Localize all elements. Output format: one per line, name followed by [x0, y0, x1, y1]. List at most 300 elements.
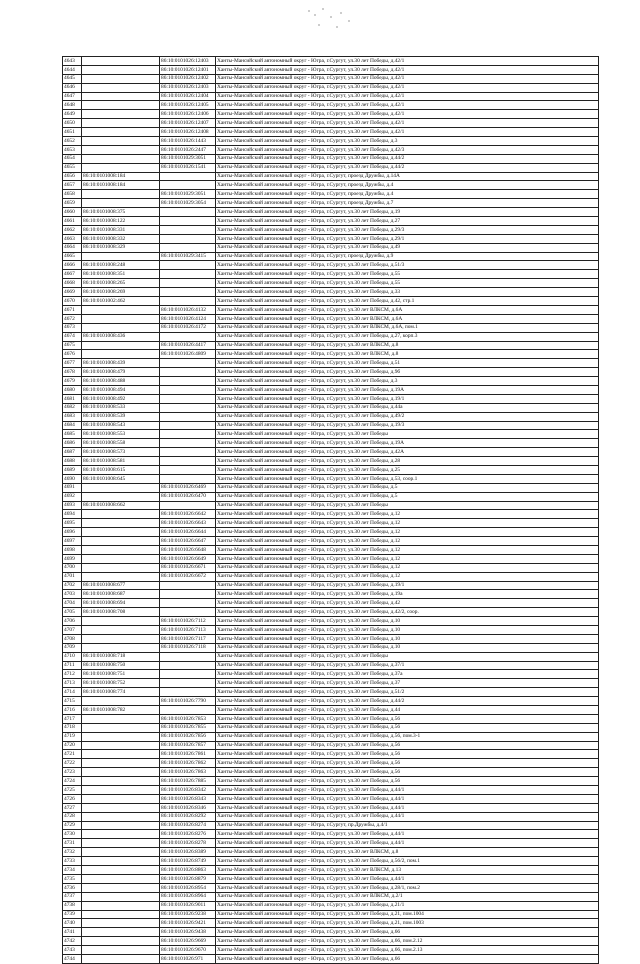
building-cadastral-number: 86:10:0101029:3415 [160, 252, 216, 261]
building-cadastral-number: 86:10:0101026:7861 [160, 750, 216, 759]
building-cadastral-number: 86:10:0101029:3051 [160, 190, 216, 199]
table-row [63, 288, 599, 297]
table-row [63, 661, 599, 670]
address: Ханты-Мансийский автономный округ - Югра, г.Сургут, ул.30 лет Победы, д.19/1 [216, 581, 599, 590]
building-cadastral-number [160, 394, 216, 403]
building-cadastral-number: 86:10:0101026:12403 [160, 83, 216, 92]
land-cadastral-number: 86:10:0101008:573 [82, 448, 160, 457]
land-cadastral-number: 86:10:0101008:751 [82, 670, 160, 679]
address: Ханты-Мансийский автономный округ - Югра, г.Сургут, ул.30 лет Победы, д.42/1 [216, 92, 599, 101]
row-number: 4664 [63, 243, 82, 252]
building-cadastral-number [160, 181, 216, 190]
row-number: 4699 [63, 554, 82, 563]
building-cadastral-number: 86:10:0101026:6649 [160, 554, 216, 563]
table-row [63, 190, 599, 199]
table-row [63, 83, 599, 92]
row-number: 4734 [63, 866, 82, 875]
building-cadastral-number [160, 421, 216, 430]
land-cadastral-number [82, 634, 160, 643]
row-number: 4733 [63, 857, 82, 866]
land-cadastral-number [82, 901, 160, 910]
table-row [63, 928, 599, 937]
table-row [63, 519, 599, 528]
row-number: 4690 [63, 474, 82, 483]
row-number: 4652 [63, 137, 82, 146]
table-row [63, 874, 599, 883]
land-cadastral-number [82, 554, 160, 563]
row-number: 4654 [63, 154, 82, 163]
address: Ханты-Мансийский автономный округ - Югра, г.Сургут, ул.30 лет Победы, д.42/2, соор. [216, 608, 599, 617]
building-cadastral-number: 86:10:0101026:7885 [160, 777, 216, 786]
address: Ханты-Мансийский автономный округ - Югра, г.Сургут, ул.30 лет Победы, д.37 [216, 679, 599, 688]
address: Ханты-Мансийский автономный округ - Югра, г.Сургут, ул.30 лет Победы, д.42/1 [216, 83, 599, 92]
address: Ханты-Мансийский автономный округ - Югра, г.Сургут, ул.30 лет Победы, д.42 [216, 599, 599, 608]
building-cadastral-number: 86:10:0101026:8749 [160, 857, 216, 866]
building-cadastral-number [160, 457, 216, 466]
address: Ханты-Мансийский автономный округ - Югра, г.Сургут, проезд Дружбы, д.4 [216, 181, 599, 190]
building-cadastral-number: 86:10:0101026:7112 [160, 617, 216, 626]
table-row [63, 581, 599, 590]
address: Ханты-Мансийский автономный округ - Югра, г.Сургут, проезд Дружбы, д.4 [216, 190, 599, 199]
table-row [63, 670, 599, 679]
land-cadastral-number [82, 314, 160, 323]
row-number: 4719 [63, 732, 82, 741]
table-row [63, 74, 599, 83]
row-number: 4692 [63, 492, 82, 501]
table-row [63, 359, 599, 368]
building-cadastral-number [160, 172, 216, 181]
land-cadastral-number [82, 937, 160, 946]
land-cadastral-number [82, 154, 160, 163]
table-row [63, 830, 599, 839]
table-row [63, 937, 599, 946]
building-cadastral-number: 86:10:0101026:971 [160, 954, 216, 963]
land-cadastral-number: 86:10:0101008:184 [82, 172, 160, 181]
table-row [63, 910, 599, 919]
building-cadastral-number: 86:10:0101026:4132 [160, 305, 216, 314]
table-row [63, 145, 599, 154]
building-cadastral-number [160, 465, 216, 474]
land-cadastral-number: 86:10:0101002:462 [82, 297, 160, 306]
address: Ханты-Мансийский автономный округ - Югра, г.Сургут, ул.30 лет Победы, д.49/2 [216, 412, 599, 421]
building-cadastral-number: 86:10:0101026:8346 [160, 803, 216, 812]
row-number: 4724 [63, 777, 82, 786]
address: Ханты-Мансийский автономный округ - Югра, г.Сургут, ул.30 лет Победы, д.51/3 [216, 261, 599, 270]
land-cadastral-number [82, 163, 160, 172]
table-row [63, 750, 599, 759]
building-cadastral-number: 86:10:0101026:9421 [160, 919, 216, 928]
row-number: 4707 [63, 626, 82, 635]
land-cadastral-number [82, 643, 160, 652]
address: Ханты-Мансийский автономный округ - Югра, г.Сургут, ул.30 лет Победы, д.42/1 [216, 74, 599, 83]
address: Ханты-Мансийский автономный округ - Югра, г.Сургут, ул.30 лет Победы, д.21, пом.1004 [216, 910, 599, 919]
table-row [63, 430, 599, 439]
land-cadastral-number [82, 199, 160, 208]
row-number: 4645 [63, 74, 82, 83]
land-cadastral-number [82, 866, 160, 875]
row-number: 4736 [63, 883, 82, 892]
building-cadastral-number [160, 385, 216, 394]
table-row [63, 528, 599, 537]
table-row [63, 545, 599, 554]
address: Ханты-Мансийский автономный округ - Югра, г.Сургут, ул.30 лет Победы, д.42/1 [216, 57, 599, 66]
land-cadastral-number [82, 839, 160, 848]
row-number: 4658 [63, 190, 82, 199]
row-number: 4674 [63, 332, 82, 341]
land-cadastral-number: 86:10:0101008:615 [82, 465, 160, 474]
building-cadastral-number [160, 403, 216, 412]
land-cadastral-number [82, 946, 160, 955]
row-number: 4675 [63, 341, 82, 350]
building-cadastral-number: 86:10:0101026:7855 [160, 723, 216, 732]
address: Ханты-Мансийский автономный округ - Югра, г.Сургут, ул.30 лет Победы, д.5 [216, 483, 599, 492]
land-cadastral-number [82, 857, 160, 866]
building-cadastral-number: 86:10:0101026:6672 [160, 572, 216, 581]
table-row [63, 261, 599, 270]
address: Ханты-Мансийский автономный округ - Югра, г.Сургут, ул.30 лет Победы, д.37а [216, 670, 599, 679]
address: Ханты-Мансийский автономный округ - Югра, г.Сургут, ул.30 лет Победы, д.12 [216, 554, 599, 563]
row-number: 4649 [63, 110, 82, 119]
address: Ханты-Мансийский автономный округ - Югра, г.Сургут, ул.30 лет Победы, д.42/1 [216, 65, 599, 74]
table-row [63, 608, 599, 617]
row-number: 4715 [63, 697, 82, 706]
land-cadastral-number [82, 626, 160, 635]
table-row [63, 794, 599, 803]
row-number: 4650 [63, 119, 82, 128]
table-row [63, 474, 599, 483]
building-cadastral-number [160, 368, 216, 377]
land-cadastral-number [82, 305, 160, 314]
building-cadastral-number [160, 661, 216, 670]
building-cadastral-number: 86:10:0101026:8389 [160, 848, 216, 857]
building-cadastral-number: 86:10:0101026:7853 [160, 714, 216, 723]
row-number: 4653 [63, 145, 82, 154]
land-cadastral-number [82, 777, 160, 786]
address: Ханты-Мансийский автономный округ - Югра, г.Сургут, ул.30 лет Победы, д.44/1 [216, 874, 599, 883]
building-cadastral-number [160, 412, 216, 421]
land-cadastral-number: 86:10:0101008:558 [82, 439, 160, 448]
building-cadastral-number: 86:10:0101026:7113 [160, 626, 216, 635]
building-cadastral-number: 86:10:0101026:8342 [160, 786, 216, 795]
land-cadastral-number: 86:10:0101008:184 [82, 181, 160, 190]
building-cadastral-number [160, 225, 216, 234]
land-cadastral-number: 86:10:0101008:331 [82, 225, 160, 234]
building-cadastral-number: 86:10:0101029:3051 [160, 154, 216, 163]
address: Ханты-Мансийский автономный округ - Югра, г.Сургут, ул.30 лет Победы, д.21, пом.1003 [216, 919, 599, 928]
row-number: 4669 [63, 288, 82, 297]
row-number: 4711 [63, 661, 82, 670]
land-cadastral-number [82, 190, 160, 199]
land-cadastral-number [82, 750, 160, 759]
address: Ханты-Мансийский автономный округ - Югра, г.Сургут, ул.30 лет Победы, д.42А [216, 448, 599, 457]
table-row [63, 492, 599, 501]
building-cadastral-number: 86:10:0101026:6642 [160, 510, 216, 519]
table-row [63, 92, 599, 101]
building-cadastral-number [160, 439, 216, 448]
address: Ханты-Мансийский автономный округ - Югра, г.Сургут, ул.30 лет Победы, д.56/2, пом.1 [216, 857, 599, 866]
row-number: 4683 [63, 412, 82, 421]
land-cadastral-number [82, 350, 160, 359]
table-row [63, 163, 599, 172]
table-row [63, 217, 599, 226]
table-row [63, 679, 599, 688]
building-cadastral-number: 86:10:0101026:8343 [160, 794, 216, 803]
row-number: 4647 [63, 92, 82, 101]
building-cadastral-number: 86:10:0101026:8964 [160, 892, 216, 901]
table-row [63, 457, 599, 466]
table-row [63, 208, 599, 217]
row-number: 4729 [63, 821, 82, 830]
row-number: 4703 [63, 590, 82, 599]
row-number: 4660 [63, 208, 82, 217]
table-row [63, 101, 599, 110]
table-row [63, 243, 599, 252]
land-cadastral-number [82, 528, 160, 537]
row-number: 4731 [63, 839, 82, 848]
row-number: 4677 [63, 359, 82, 368]
row-number: 4685 [63, 430, 82, 439]
address: Ханты-Мансийский автономный округ - Югра, г.Сургут, ул.30 лет Победы, д.21/1 [216, 901, 599, 910]
table-row [63, 297, 599, 306]
address: Ханты-Мансийский автономный округ - Югра, г.Сургут, ул.30 лет Победы, д.27 [216, 217, 599, 226]
table-row [63, 483, 599, 492]
row-number: 4716 [63, 706, 82, 715]
row-number: 4740 [63, 919, 82, 928]
row-number: 4739 [63, 910, 82, 919]
address: Ханты-Мансийский автономный округ - Югра, г.Сургут, ул.30 лет Победы, д.56 [216, 777, 599, 786]
land-cadastral-number: 86:10:0101008:248 [82, 261, 160, 270]
row-number: 4655 [63, 163, 82, 172]
address: Ханты-Мансийский автономный округ - Югра, г.Сургут, ул.30 лет Победы, д.3 [216, 377, 599, 386]
row-number: 4713 [63, 679, 82, 688]
address: Ханты-Мансийский автономный округ - Югра, г.Сургут, ул.30 лет Победы, д.42/1 [216, 110, 599, 119]
table-row [63, 252, 599, 261]
row-number: 4662 [63, 225, 82, 234]
table-row [63, 768, 599, 777]
table-body [63, 57, 599, 964]
table-row [63, 634, 599, 643]
scan-artifact [300, 2, 360, 32]
building-cadastral-number: 86:10:0101026:9670 [160, 946, 216, 955]
address: Ханты-Мансийский автономный округ - Югра, г.Сургут, ул.30 лет Победы, д.12 [216, 545, 599, 554]
land-cadastral-number [82, 768, 160, 777]
row-number: 4696 [63, 528, 82, 537]
table-row [63, 706, 599, 715]
building-cadastral-number: 86:10:0101026:12408 [160, 128, 216, 137]
table-row [63, 368, 599, 377]
land-cadastral-number [82, 954, 160, 963]
land-cadastral-number: 86:10:0101008:533 [82, 403, 160, 412]
address: Ханты-Мансийский автономный округ - Югра, г.Сургут, ул.30 лет Победы, д.19а [216, 590, 599, 599]
land-cadastral-number [82, 83, 160, 92]
address: Ханты-Мансийский автономный округ - Югра, г.Сургут, ул.30 лет Победы, д.10 [216, 643, 599, 652]
land-cadastral-number [82, 252, 160, 261]
building-cadastral-number: 86:10:0101026:8954 [160, 883, 216, 892]
land-cadastral-number: 86:10:0101008:329 [82, 243, 160, 252]
row-number: 4737 [63, 892, 82, 901]
address: Ханты-Мансийский автономный округ - Югра, г.Сургут, ул.30 лет Победы, д.44/1 [216, 803, 599, 812]
address: Ханты-Мансийский автономный округ - Югра, г.Сургут, ул.30 лет Победы, д.44/2 [216, 697, 599, 706]
address: Ханты-Мансийский автономный округ - Югра, г.Сургут, ул.30 лет Победы, д.44/1 [216, 830, 599, 839]
row-number: 4686 [63, 439, 82, 448]
row-number: 4738 [63, 901, 82, 910]
row-number: 4710 [63, 652, 82, 661]
building-cadastral-number: 86:10:0101026:2447 [160, 145, 216, 154]
building-cadastral-number [160, 474, 216, 483]
table-row [63, 901, 599, 910]
address: Ханты-Мансийский автономный округ - Югра, г.Сургут, ул.30 лет Победы, д.12 [216, 510, 599, 519]
land-cadastral-number: 86:10:0101008:662 [82, 501, 160, 510]
building-cadastral-number [160, 217, 216, 226]
row-number: 4728 [63, 812, 82, 821]
land-cadastral-number [82, 714, 160, 723]
address: Ханты-Мансийский автономный округ - Югра, г.Сургут, ул.30 лет ВЛКСМ, д.8 [216, 848, 599, 857]
land-cadastral-number [82, 137, 160, 146]
table-row [63, 65, 599, 74]
row-number: 4648 [63, 101, 82, 110]
building-cadastral-number [160, 652, 216, 661]
building-cadastral-number: 86:10:0101026:8879 [160, 874, 216, 883]
land-cadastral-number: 86:10:0101008:687 [82, 590, 160, 599]
table-row [63, 590, 599, 599]
table-row [63, 270, 599, 279]
address: Ханты-Мансийский автономный округ - Югра, г.Сургут, ул.30 лет Победы, д.12 [216, 519, 599, 528]
row-number: 4684 [63, 421, 82, 430]
row-number: 4714 [63, 688, 82, 697]
building-cadastral-number [160, 261, 216, 270]
row-number: 4712 [63, 670, 82, 679]
address: Ханты-Мансийский автономный округ - Югра, г.Сургут, ул.30 лет Победы, д.55 [216, 270, 599, 279]
row-number: 4644 [63, 65, 82, 74]
land-cadastral-number [82, 119, 160, 128]
table-row [63, 866, 599, 875]
address: Ханты-Мансийский автономный округ - Югра, г.Сургут, ул.30 лет Победы, д.56 [216, 714, 599, 723]
address: Ханты-Мансийский автономный округ - Югра, г.Сургут, ул.30 лет Победы, д.28/1, пом.2 [216, 883, 599, 892]
building-cadastral-number: 86:10:0101026:4417 [160, 341, 216, 350]
address: Ханты-Мансийский автономный округ - Югра, г.Сургут, ул.30 лет Победы, д.56 [216, 768, 599, 777]
table-row [63, 199, 599, 208]
address: Ханты-Мансийский автономный округ - Югра, г.Сургут, ул.30 лет Победы, д.19/3 [216, 421, 599, 430]
table-row [63, 821, 599, 830]
land-cadastral-number [82, 697, 160, 706]
address: Ханты-Мансийский автономный округ - Югра, г.Сургут, ул.30 лет Победы, д.56 [216, 741, 599, 750]
land-cadastral-number [82, 323, 160, 332]
table-row [63, 172, 599, 181]
table-row [63, 643, 599, 652]
row-number: 4720 [63, 741, 82, 750]
table-row [63, 119, 599, 128]
land-cadastral-number [82, 892, 160, 901]
address: Ханты-Мансийский автономный округ - Югра, г.Сургут, ул.30 лет Победы, д.42/1 [216, 128, 599, 137]
row-number: 4676 [63, 350, 82, 359]
row-number: 4717 [63, 714, 82, 723]
address: Ханты-Мансийский автономный округ - Югра, г.Сургут, ул.30 лет Победы, д.66, пом.2.12 [216, 937, 599, 946]
building-cadastral-number: 86:10:0101026:6470 [160, 492, 216, 501]
building-cadastral-number: 86:10:0101026:12403 [160, 57, 216, 66]
land-cadastral-number: 86:10:0101008:677 [82, 581, 160, 590]
row-number: 4727 [63, 803, 82, 812]
address: Ханты-Мансийский автономный округ - Югра, г.Сургут, ул.30 лет Победы, д.19/1 [216, 394, 599, 403]
table-row [63, 777, 599, 786]
building-cadastral-number: 86:10:0101026:9669 [160, 937, 216, 946]
land-cadastral-number [82, 732, 160, 741]
address: Ханты-Мансийский автономный округ - Югра, г.Сургут, ул.30 лет Победы, д.9б [216, 368, 599, 377]
row-number: 4678 [63, 368, 82, 377]
address: Ханты-Мансийский автономный округ - Югра, г.Сургут, ул.30 лет Победы, д.44/2 [216, 163, 599, 172]
row-number: 4730 [63, 830, 82, 839]
land-cadastral-number [82, 65, 160, 74]
row-number: 4721 [63, 750, 82, 759]
row-number: 4682 [63, 403, 82, 412]
address: Ханты-Мансийский автономный округ - Югра, г.Сургут, ул.30 лет Победы, д.33 [216, 288, 599, 297]
row-number: 4651 [63, 128, 82, 137]
land-cadastral-number [82, 145, 160, 154]
building-cadastral-number [160, 501, 216, 510]
building-cadastral-number: 86:10:0101026:4124 [160, 314, 216, 323]
address: Ханты-Мансийский автономный округ - Югра, г.Сургут, ул.30 лет ВЛКСМ, д.13 [216, 866, 599, 875]
table-row [63, 439, 599, 448]
table-row [63, 279, 599, 288]
land-cadastral-number: 86:10:0101008:265 [82, 279, 160, 288]
row-number: 4672 [63, 314, 82, 323]
row-number: 4697 [63, 537, 82, 546]
building-cadastral-number: 86:10:0101026:6671 [160, 563, 216, 572]
row-number: 4743 [63, 946, 82, 955]
row-number: 4722 [63, 759, 82, 768]
row-number: 4646 [63, 83, 82, 92]
land-cadastral-number [82, 821, 160, 830]
land-cadastral-number: 86:10:0101008:488 [82, 377, 160, 386]
row-number: 4643 [63, 57, 82, 66]
address: Ханты-Мансийский автономный округ - Югра, г.Сургут, ул.30 лет Победы, д.42, стр.1 [216, 297, 599, 306]
building-cadastral-number: 86:10:0101026:7863 [160, 768, 216, 777]
row-number: 4704 [63, 599, 82, 608]
address: Ханты-Мансийский автономный округ - Югра, г.Сургут, ул.30 лет Победы, д.10 [216, 617, 599, 626]
address: Ханты-Мансийский автономный округ - Югра, г.Сургут, пр.Дружбы, д.4/1 [216, 821, 599, 830]
table-row [63, 883, 599, 892]
building-cadastral-number: 86:10:0101026:8863 [160, 866, 216, 875]
building-cadastral-number: 86:10:0101026:7857 [160, 741, 216, 750]
building-cadastral-number: 86:10:0101026:9011 [160, 901, 216, 910]
building-cadastral-number: 86:10:0101026:6469 [160, 483, 216, 492]
land-cadastral-number [82, 794, 160, 803]
row-number: 4725 [63, 786, 82, 795]
table-row [63, 572, 599, 581]
building-cadastral-number [160, 208, 216, 217]
land-cadastral-number: 86:10:0101008:750 [82, 661, 160, 670]
address: Ханты-Мансийский автономный округ - Югра, г.Сургут, ул.30 лет Победы, д.19А [216, 439, 599, 448]
row-number: 4705 [63, 608, 82, 617]
land-cadastral-number: 86:10:0101008:774 [82, 688, 160, 697]
table-row [63, 652, 599, 661]
row-number: 4742 [63, 937, 82, 946]
building-cadastral-number: 86:10:0101026:12404 [160, 92, 216, 101]
row-number: 4691 [63, 483, 82, 492]
row-number: 4687 [63, 448, 82, 457]
table-row [63, 57, 599, 66]
address: Ханты-Мансийский автономный округ - Югра, г.Сургут, ул.30 лет Победы [216, 430, 599, 439]
address: Ханты-Мансийский автономный округ - Югра, г.Сургут, ул.30 лет Победы, д.44/1 [216, 794, 599, 803]
address: Ханты-Мансийский автономный округ - Югра, г.Сургут, ул.30 лет Победы, д.42/1 [216, 101, 599, 110]
address: Ханты-Мансийский автономный округ - Югра, г.Сургут, ул.30 лет Победы, д.29/1 [216, 234, 599, 243]
building-cadastral-number: 86:10:0101026:6647 [160, 537, 216, 546]
land-cadastral-number: 86:10:0101008:752 [82, 679, 160, 688]
row-number: 4718 [63, 723, 82, 732]
address: Ханты-Мансийский автономный округ - Югра, г.Сургут, ул.30 лет Победы, д.12 [216, 537, 599, 546]
row-number: 4744 [63, 954, 82, 963]
land-cadastral-number [82, 786, 160, 795]
table-row [63, 154, 599, 163]
